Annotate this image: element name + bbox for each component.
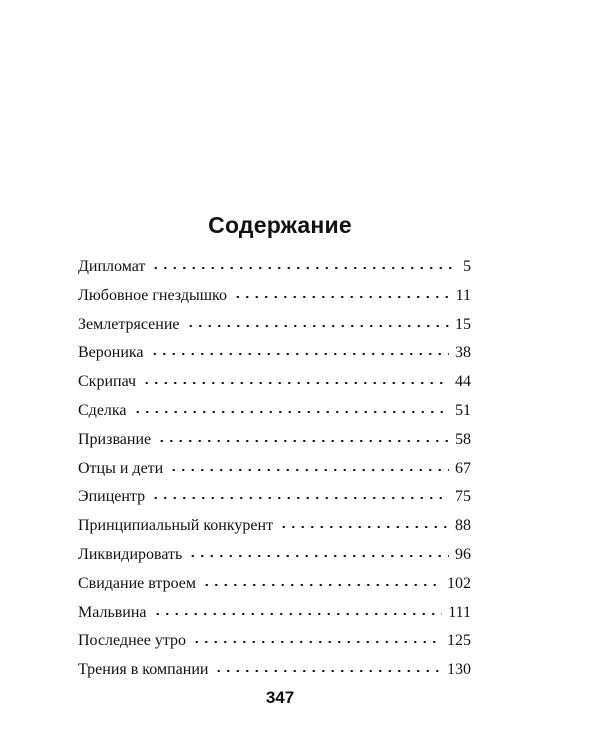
toc-row (78, 426, 471, 455)
toc-entry-title: Мальвина (78, 603, 147, 621)
toc-entry-page: 38 (455, 344, 471, 362)
toc-entry-page: 44 (455, 373, 471, 391)
toc-row (78, 339, 471, 368)
toc-entry-page: 51 (455, 401, 471, 419)
toc-entry-title: Трения в компании (78, 661, 209, 679)
toc-entry-page: 5 (463, 258, 471, 275)
toc-row (78, 397, 471, 426)
toc-row (78, 570, 471, 599)
toc-row (78, 483, 471, 512)
toc-heading: Содержание (208, 212, 352, 238)
dot-leader (233, 284, 450, 300)
dot-leader (153, 601, 443, 617)
dot-leader (151, 485, 449, 501)
toc-entry-page: 111 (448, 603, 471, 621)
toc-entry-page: 75 (455, 488, 471, 506)
toc-entry-title: Любовное гнездышко (78, 286, 227, 304)
toc-entry-page: 130 (447, 661, 471, 679)
toc-entry-page: 15 (455, 315, 471, 333)
toc-row (78, 253, 471, 282)
toc-row (78, 455, 471, 484)
toc-entry-title: Скрипач (78, 373, 137, 391)
toc-entry-title: Свидание втроем (78, 574, 197, 592)
toc-entry-title: Последнее утро (78, 632, 187, 650)
toc-row (78, 656, 471, 685)
toc-entry-title: Эпицентр (78, 488, 146, 506)
toc-entry-title: Ликвидировать (78, 545, 183, 563)
toc-entry-title: Вероника (78, 344, 144, 362)
toc-entry-page: 11 (455, 286, 471, 304)
toc-row (78, 541, 471, 570)
toc-entry-page: 96 (455, 545, 471, 563)
toc-row (78, 368, 471, 397)
dot-leader (186, 313, 450, 329)
toc-list (78, 253, 471, 685)
toc-entry-page: 125 (447, 632, 471, 650)
dot-leader (188, 543, 449, 559)
dot-leader (150, 341, 449, 357)
toc-entry-page: 102 (447, 574, 471, 592)
dot-leader (142, 370, 449, 386)
dot-leader (151, 255, 457, 271)
toc-entry-title: Отцы и дети (78, 459, 164, 477)
dot-leader (192, 629, 441, 645)
toc-entry-title: Дипломат (78, 258, 146, 275)
toc-entry-page: 88 (455, 517, 471, 535)
toc-row (78, 627, 471, 656)
toc-row (78, 311, 471, 340)
dot-leader (279, 514, 449, 530)
toc-entry-page: 67 (455, 459, 471, 477)
dot-leader (169, 457, 449, 473)
dot-leader (202, 572, 441, 588)
toc-entry-title: Принципиальный конкурент (78, 517, 274, 535)
dot-leader (157, 428, 449, 444)
dot-leader (133, 399, 449, 415)
toc-entry-title: Сделка (78, 401, 127, 419)
toc-row (78, 599, 471, 628)
toc-entry-title: Землетрясение (78, 315, 180, 333)
page-number: 347 (265, 688, 295, 707)
toc-entry-page: 58 (455, 430, 471, 448)
toc-row (78, 512, 471, 541)
toc-row (78, 282, 471, 311)
dot-leader (214, 658, 441, 674)
toc-entry-title: Призвание (78, 430, 152, 448)
